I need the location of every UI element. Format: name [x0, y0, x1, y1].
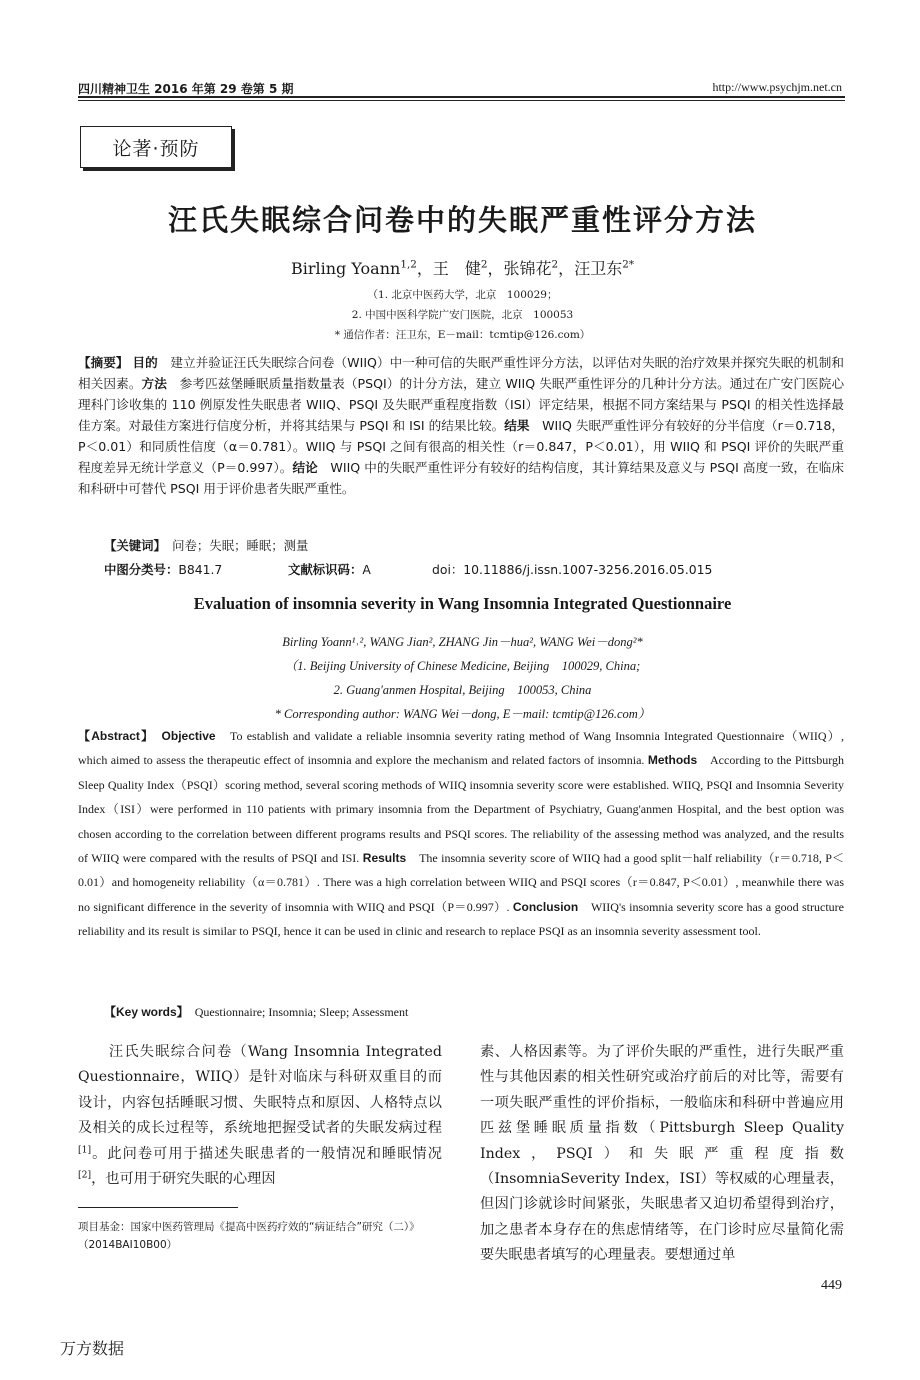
ref-2[interactable]: [2] [78, 1169, 92, 1181]
body-left-column [78, 1040, 442, 1192]
cn-keywords-label: 【关键词】 [104, 538, 160, 553]
en-results-label: Results [362, 851, 407, 866]
author-4-sup: 2* [622, 258, 635, 271]
english-affiliation-1: （1. Beijing University of Chinese Medicine, Beijing 100029, China; [284, 659, 641, 673]
english-abstract [78, 724, 844, 944]
cn-results: WIIQ 失眠严重性评分有较好的分半信度（r＝0.718，P＜0.01）和同质性信度（α＝0.781）。WIIQ 与 PSQI 之间有很高的相关性（r＝0.847，P＜0.01），用 WIIQ 和 PSQI 评价的失眠严重程度差异无统计学意义（P＝0.997）。 [78, 418, 845, 475]
doccode-label: 文献标识码： [288, 562, 363, 577]
author-4: 汪卫东 [574, 259, 623, 278]
body-left-c: ，也可用于研究失眠的心理因 [91, 1171, 276, 1188]
doccode-value: A [362, 562, 371, 577]
author-3: 张锦花 [503, 259, 552, 278]
doi[interactable]: doi：10.11886/j.issn.1007-3256.2016.05.015 [432, 562, 713, 577]
en-objective-label: Objective [161, 729, 216, 743]
en-methods: According to the Pittsburgh Sleep Quality Index（PSQI）scoring method, several scoring methods of WIIQ insomnia severity score were established. WIIQ, PSQI and Insomnia Severity Index（ISI）were performed in 110 patients with primary insomnia from the Department of Psychiatry, Guang'anmen Hospital, and the best option was chosen according to the correlation between different programs results and PSQI scores. The reliability of the assessing method was analyzed, and the results of WIIQ were compared with the results of PSQI and ISI. [78, 753, 844, 866]
authors-cn: Birling Yoann$^{1,2}$，王 健$^2$，张锦花$^2$，汪卫东$^{2*}$ [290, 258, 635, 278]
body-left-a: 汪氏失眠综合问卷（Wang Insomnia Integrated Questionnaire，WIIQ）是针对临床与科研双重目的而设计，内容包括睡眠习惯、失眠特点和原因、人格特点以及相关的成长过程等，系统地把握受试者的失眠发病过程 [78, 1044, 442, 1137]
author-1-sup: 1,2 [400, 258, 417, 271]
cn-conclusion-label: 结论 [292, 460, 318, 475]
en-keywords: Questionnaire; Insomnia; Sleep; Assessment [194, 1005, 409, 1019]
cn-conclusion: WIIQ 中的失眠严重性评分有较好的结构信度，其计算结果及意义与 PSQI 高度一致，在临床和科研中可替代 PSQI 用于评价患者失眠严重性。 [78, 460, 845, 496]
en-methods-label: Methods [647, 753, 698, 768]
cn-keywords: 问卷；失眠；睡眠；测量 [172, 538, 309, 553]
cn-objective-label: 目的 [132, 355, 158, 370]
ref-1[interactable]: [1] [78, 1143, 92, 1155]
clc-label: 中图分类号： [104, 562, 179, 577]
body-right-column: 素、人格因素等。为了评价失眠的严重性，进行失眠严重性与其他因素的相关性研究或治疗前后的对比等，需要有一项失眠严重性的评价指标，一般临床和科研中普遍应用匹兹堡睡眠质量指数（Pittsburgh Sleep Quality Index，PSQI）和失眠严重程度指数（InsomniaSeverity Index，ISI）等权威的心理量表，但因门诊就诊时间紧张，失眠患者又迫切希望得到治疗，加之患者本身存在的焦虑情绪等，在门诊时应尽量简化需要失眠患者填写的心理量表。要想通过单 [480, 1044, 844, 1264]
english-affiliation-2: 2. Guang'anmen Hospital, Beijing 100053, China [333, 683, 592, 697]
cn-objective: 建立并验证汪氏失眠综合问卷（WIIQ）中一种可信的失眠严重性评分方法，以评估对失眠的治疗效果并探究失眠的机制和相关因素。 [78, 355, 845, 391]
journal-url[interactable]: http://www.psychjm.net.cn [712, 80, 842, 94]
body-left-b: 。此问卷可用于描述失眠患者的一般情况和睡眠情况 [91, 1145, 442, 1162]
header-rule-thin [78, 100, 845, 101]
cn-keywords-row [104, 536, 308, 554]
corresponding-author: * 通信作者：汪卫东，E－mail：tcmtip@126.com） [334, 329, 591, 341]
author-1: Birling Yoann [290, 259, 401, 278]
affiliation-1: （1. 北京中医药大学，北京 100029； [367, 289, 558, 301]
en-conclusion: WIIQ's insomnia severity score has a good structure reliability and its result is similar to PSQI, hence it can be used in clinic and research to replace PSQI as an insomnia severity assessment tool. [78, 899, 844, 939]
en-abstract-label: 【Abstract】 [78, 729, 149, 743]
paper-title: 汪氏失眠综合问卷中的失眠严重性评分方法 [167, 203, 757, 237]
cn-abstract-label: 【摘要】 [78, 355, 129, 370]
cn-methods: 参考匹兹堡睡眠质量指数量表（PSQI）的计分方法，建立 WIIQ 失眠严重性评分的几种计分方法。通过在广安门医院心理科门诊收集的 110 例原发性失眠患者 WIIQ、PSQI 及失眠严重程度指数（ISI）评定结果，根据不同方案结果与 PSQI 的相关性选择最佳方案。对最佳方案进行信度分析，并将其结果与 PSQI 和 ISI 的结果比较。 [78, 376, 845, 433]
en-keywords-row [104, 1000, 844, 1024]
cn-results-label: 结果 [504, 418, 530, 433]
page-number: 449 [821, 1278, 842, 1293]
affiliation-2: 2. 中国中医科学院广安门医院，北京 100053 [351, 309, 574, 321]
en-conclusion-label: Conclusion [512, 899, 579, 914]
author-2-sup: 2 [480, 258, 488, 271]
doccode-row [288, 560, 371, 578]
footnote-rule [78, 1207, 238, 1208]
cn-abstract [78, 352, 844, 499]
source-watermark: 万方数据 [60, 1339, 125, 1358]
en-objective: To establish and validate a reliable insomnia severity rating method of Wang Insomnia Integrated Questionnaire（WIIQ）, which aimed to assess the therapeutic effect of insomnia and explore the mechanism and related factors of insomnia. [78, 729, 844, 768]
clc-row [104, 560, 222, 578]
section-label: 论著·预防 [80, 126, 232, 168]
english-corresponding: * Corresponding author: WANG Wei－dong, E－mail: tcmtip@126.com） [274, 707, 651, 721]
en-results: The insomnia severity score of WIIQ had a good split－half reliability（r＝0.718, P＜0.01）and homogeneity reliability（α＝0.781）. There was a high correlation between WIIQ and PSQI scores（r＝0.847, P＜0.01）, meanwhile there was no significant difference in the severity of insomnia with WIIQ and PSQI（P＝0.997）. [78, 851, 844, 914]
en-keywords-label: 【Key words】 [104, 1005, 183, 1019]
author-3-sup: 2 [551, 258, 559, 271]
english-title: Evaluation of insomnia severity in Wang Insomnia Integrated Questionnaire [193, 594, 732, 613]
cn-methods-label: 方法 [141, 376, 167, 391]
clc-value: B841.7 [178, 562, 223, 577]
journal-header: 四川精神卫生 2016 年第 29 卷第 5 期 [78, 82, 294, 96]
author-2: 王 健 [432, 259, 481, 278]
funding-footnote: 项目基金：国家中医药管理局《提高中医药疗效的“病证结合”研究（二）》（2014BAI10B00） [78, 1221, 420, 1251]
english-authors: Birling Yoann¹˒², WANG Jian², ZHANG Jin－hua², WANG Wei－dong²* [282, 635, 643, 649]
header-rule [78, 96, 845, 98]
